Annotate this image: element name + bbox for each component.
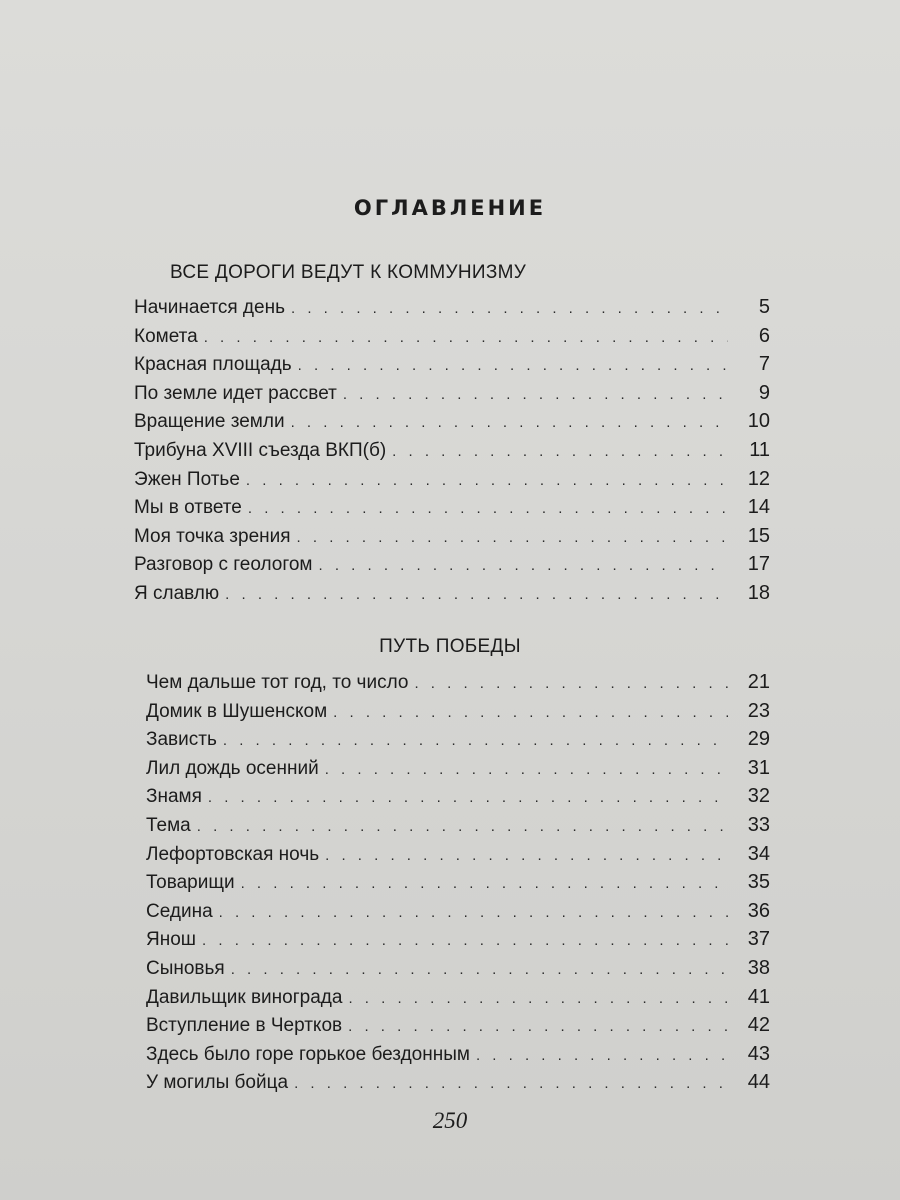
- entry-title: Товарищи: [146, 872, 235, 894]
- toc-entry: [134, 353, 770, 382]
- page-number: 6: [758, 324, 770, 347]
- page-number: 9: [758, 381, 770, 404]
- page-number: 17: [747, 553, 770, 576]
- toc-entry: [134, 757, 770, 786]
- toc-entry: [134, 325, 770, 354]
- leader-dots: [325, 761, 728, 778]
- entry-title: Лефортовская ночь: [146, 843, 320, 865]
- page-title: ОГЛАВЛЕНИЕ: [353, 196, 547, 220]
- toc-entry: [134, 439, 770, 468]
- leader-dots: [319, 557, 729, 574]
- toc-entry: [134, 1071, 770, 1100]
- entry-title: Моя точка зрения: [134, 525, 291, 547]
- page-number: 36: [747, 899, 770, 922]
- toc-entry: [134, 1043, 770, 1072]
- page-number: 29: [747, 728, 770, 751]
- page-number: 32: [747, 785, 770, 808]
- toc-entry: [134, 296, 770, 325]
- toc-entry: [134, 814, 770, 843]
- toc-entry: [134, 525, 770, 554]
- leader-dots: [348, 990, 728, 1007]
- leader-dots: [223, 732, 728, 749]
- toc-entry: [134, 671, 770, 700]
- leader-dots: [294, 1075, 728, 1092]
- toc-entry: [134, 468, 770, 497]
- entry-title: Чем дальше тот год, то число: [146, 672, 409, 693]
- leader-dots: [291, 300, 728, 317]
- page-number: 10: [747, 410, 770, 433]
- entry-title: Зависть: [146, 729, 217, 751]
- entry-title: Здесь было горе горькое бездонным: [146, 1043, 470, 1065]
- page-number: 12: [747, 467, 770, 490]
- page-number: 7: [758, 353, 770, 376]
- entry-title: По земле идет рассвет: [134, 382, 337, 404]
- entry-title: Седина: [146, 900, 213, 922]
- leader-dots: [343, 386, 728, 403]
- page-number: 18: [747, 581, 770, 604]
- page-number: 5: [758, 296, 770, 318]
- entry-title: Вращение земли: [134, 411, 285, 433]
- leader-dots: [476, 1047, 728, 1064]
- page-number: 14: [747, 496, 770, 519]
- toc-entry: [134, 957, 770, 986]
- toc-entry: [134, 1014, 770, 1043]
- leader-dots: [241, 875, 728, 892]
- entry-title: Вступление в Чертков: [146, 1015, 343, 1037]
- entry-title: Начинается день: [134, 297, 285, 318]
- section-heading-2: ПУТЬ ПОБЕДЫ: [379, 636, 521, 657]
- entry-title: У могилы бойца: [146, 1072, 289, 1094]
- leader-dots: [231, 961, 728, 978]
- page-number: 21: [747, 671, 770, 693]
- page-number: 11: [749, 438, 770, 461]
- leader-dots: [297, 529, 728, 546]
- toc-entry: [134, 496, 770, 525]
- entry-title: Комета: [134, 325, 198, 347]
- toc-list-2: [134, 671, 770, 1100]
- page-number: 41: [747, 985, 770, 1008]
- page-number: 15: [747, 524, 770, 547]
- leader-dots: [333, 704, 728, 721]
- page-number: 34: [747, 842, 770, 865]
- entry-title: Красная площадь: [134, 354, 292, 376]
- page-number: 35: [747, 871, 770, 894]
- toc-entry: [134, 785, 770, 814]
- entry-title: Разговор с геологом: [134, 554, 313, 576]
- toc-entry: [134, 986, 770, 1015]
- entry-title: Лил дождь осенний: [146, 757, 319, 779]
- page-number: 44: [747, 1071, 770, 1094]
- page-number: 31: [747, 756, 770, 779]
- entry-title: Эжен Потье: [134, 468, 240, 490]
- toc-entry: [134, 410, 770, 439]
- toc-entry: [134, 582, 770, 611]
- leader-dots: [204, 329, 728, 346]
- toc-list-1: [134, 296, 770, 611]
- toc-entry: [134, 553, 770, 582]
- entry-title: Сыновья: [146, 957, 225, 979]
- leader-dots: [392, 443, 728, 460]
- page-number: 42: [747, 1014, 770, 1037]
- page-number: 43: [747, 1042, 770, 1065]
- entry-title: Домик в Шушенском: [146, 700, 328, 722]
- leader-dots: [197, 818, 728, 835]
- leader-dots: [208, 789, 728, 806]
- toc-entry: [134, 871, 770, 900]
- toc-entry: [134, 928, 770, 957]
- leader-dots: [291, 414, 728, 431]
- leader-dots: [225, 586, 728, 603]
- leader-dots: [298, 357, 728, 374]
- entry-title: Янош: [146, 929, 197, 951]
- entry-title: Трибуна XVIII съезда ВКП(б): [134, 439, 387, 461]
- entry-title: Давильщик винограда: [146, 986, 343, 1008]
- page-number: 37: [747, 928, 770, 951]
- leader-dots: [246, 472, 728, 489]
- entry-title: Тема: [146, 814, 191, 836]
- toc-entry: [134, 700, 770, 729]
- leader-dots: [248, 500, 728, 517]
- page-number: 38: [747, 956, 770, 979]
- toc-entry: [134, 728, 770, 757]
- toc-entry: [134, 900, 770, 929]
- page-folio: 250: [432, 1108, 468, 1133]
- leader-dots: [348, 1018, 728, 1035]
- entry-title: Знамя: [146, 786, 202, 808]
- page-number: 23: [747, 699, 770, 722]
- leader-dots: [202, 932, 728, 949]
- entry-title: Мы в ответе: [134, 497, 242, 519]
- leader-dots: [414, 675, 728, 692]
- page-number: 33: [747, 813, 770, 836]
- leader-dots: [219, 904, 728, 921]
- toc-entry: [134, 843, 770, 872]
- toc-entry: [134, 382, 770, 411]
- entry-title: Я славлю: [134, 582, 220, 604]
- leader-dots: [325, 847, 728, 864]
- section-heading-1: ВСЕ ДОРОГИ ВЕДУТ К КОММУНИЗМУ: [170, 262, 527, 283]
